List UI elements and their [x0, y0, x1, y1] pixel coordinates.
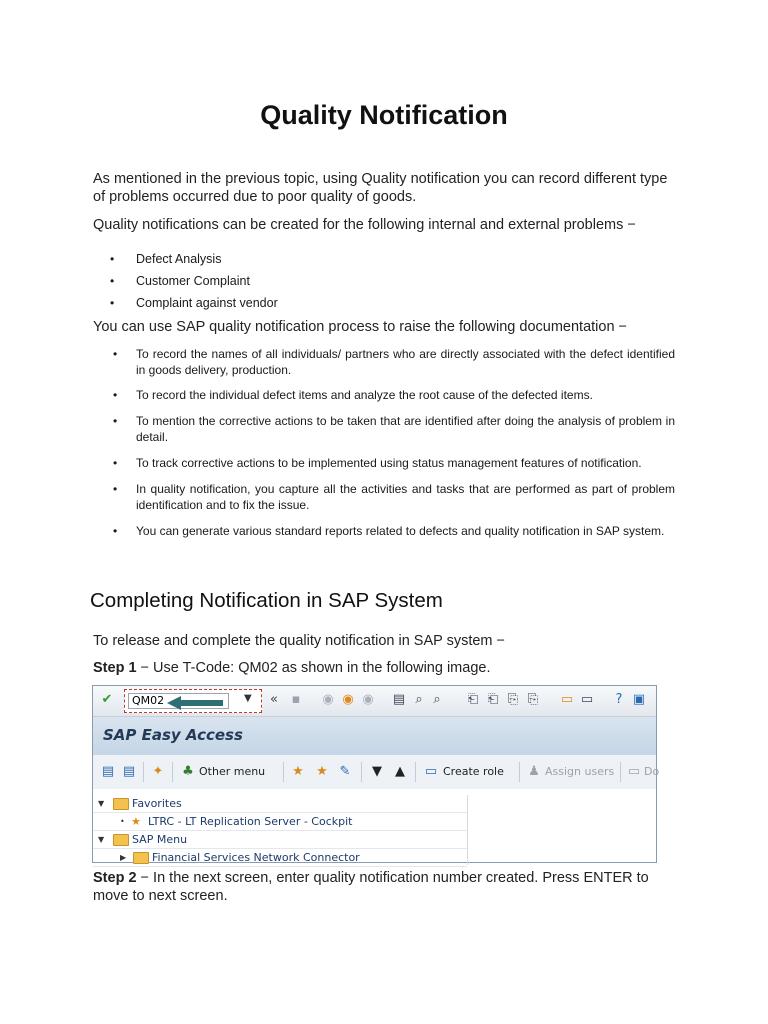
list-item: • Complaint against vendor: [110, 295, 278, 317]
command-field[interactable]: QM02: [128, 693, 229, 709]
step-2-label: Step 2: [93, 870, 137, 886]
step-1-label: Step 1: [93, 660, 137, 676]
previous-page-icon[interactable]: ⎗: [487, 692, 499, 707]
star-icon: ★: [131, 815, 141, 828]
assign-users-icon: ♟: [528, 764, 540, 779]
find-next-icon[interactable]: ⌕: [433, 692, 441, 707]
list-item: • You can generate various standard reports related to defects and quality notification in SAP system.: [113, 523, 675, 539]
sap-title-bar: [93, 717, 656, 755]
print-icon[interactable]: ▤: [392, 692, 406, 707]
list-item: • To track corrective actions to be implemented using status management features of notification.: [113, 455, 675, 471]
screen-title: SAP Easy Access: [103, 726, 243, 744]
toolbar-separator: [143, 762, 144, 782]
tree-node-label: Favorites: [132, 797, 182, 810]
customize-layout-icon[interactable]: ▣: [632, 692, 646, 707]
problems-list: [110, 251, 278, 317]
tree-pane: [93, 795, 468, 865]
step-1-text: − Use T-Code: QM02 as shown in the following image.: [136, 660, 491, 676]
other-menu-button[interactable]: Other menu: [199, 765, 266, 778]
toolbar-separator: [415, 762, 416, 782]
back-icon[interactable]: ◉: [322, 692, 334, 707]
toolbar-separator: [172, 762, 173, 782]
expand-triangle-icon[interactable]: ▼: [98, 835, 105, 844]
tree-node-menu-item[interactable]: [93, 849, 467, 867]
toolbar-separator: [519, 762, 520, 782]
sap-screenshot: [92, 685, 660, 864]
section-intro: To release and complete the quality notification in SAP system −: [93, 633, 506, 649]
step-1: [93, 659, 678, 677]
list-item: • In quality notification, you capture all the activities and tasks that are performed as part of problem identification and to fix the issue.: [113, 481, 675, 513]
chevron-down-icon[interactable]: ▼: [244, 693, 252, 704]
edit-pencil-icon[interactable]: ✎: [339, 764, 351, 779]
help-icon[interactable]: ?: [615, 692, 623, 707]
add-favorite-icon[interactable]: ★: [292, 764, 304, 779]
cancel-icon[interactable]: ◉: [362, 692, 374, 707]
intro-paragraph-1: As mentioned in the previous topic, using Quality notification you can record different type of problems occurred due to poor quality of goods.: [93, 171, 668, 205]
list-item: • To mention the corrective actions to be taken that are identified after doing the analysis of problem in detail.: [113, 413, 675, 445]
double-chevron-left-icon[interactable]: «: [270, 692, 278, 707]
tree-node-label: SAP Menu: [132, 833, 188, 846]
intro-paragraph-3: You can use SAP quality notification process to raise the following documentation −: [93, 319, 628, 335]
sap-application-toolbar: [93, 755, 660, 790]
last-page-icon[interactable]: ⎘: [527, 692, 539, 707]
list-item: • To record the names of all individuals/ partners who are directly associated with the defect identified in goods delivery, production.: [113, 346, 675, 378]
tree-node-favorite-item[interactable]: [93, 813, 467, 831]
toolbar-separator: [283, 762, 284, 782]
toolbar-separator: [620, 762, 621, 782]
move-down-icon[interactable]: ▼: [372, 764, 382, 779]
create-role-button[interactable]: Create role: [443, 765, 504, 778]
tree-node-label: Financial Services Network Connector: [152, 851, 360, 864]
step-2-text: − In the next screen, enter quality notification number created. Press ENTER to move to next screen.: [93, 870, 649, 904]
create-role-icon: ▭: [424, 764, 438, 779]
collapse-triangle-icon[interactable]: ▶: [120, 853, 127, 862]
user-menu-icon[interactable]: ▤: [122, 764, 136, 779]
hierarchy-icon: ♣: [182, 764, 194, 779]
documentation-icon: ▭: [627, 764, 641, 779]
exit-icon[interactable]: ◉: [342, 692, 354, 707]
menu-icon[interactable]: ▤: [101, 764, 115, 779]
tree-node-label: LTRC - LT Replication Server - Cockpit: [148, 815, 353, 828]
change-favorite-icon[interactable]: ★: [316, 764, 328, 779]
tree-node-sap-menu[interactable]: [93, 831, 467, 849]
step-2: [93, 869, 678, 905]
documentation-button[interactable]: Do: [644, 765, 660, 778]
assign-users-button[interactable]: Assign users: [545, 765, 615, 778]
move-up-icon[interactable]: ▲: [395, 764, 405, 779]
sap-menu-icon[interactable]: ✦: [152, 764, 164, 779]
find-icon[interactable]: ⌕: [415, 692, 423, 707]
section-heading: Completing Notification in SAP System: [90, 589, 443, 612]
pointer-arrow-icon: [167, 696, 223, 710]
enter-check-icon[interactable]: ✔: [101, 692, 113, 707]
save-icon[interactable]: ▪: [291, 692, 301, 707]
next-page-icon[interactable]: ⎘: [507, 692, 519, 707]
sap-system-toolbar: [93, 686, 656, 717]
shortcut-icon[interactable]: ▭: [580, 692, 594, 707]
toolbar-separator: [361, 762, 362, 782]
expand-triangle-icon[interactable]: ▼: [98, 799, 105, 808]
documentation-list: [113, 346, 675, 539]
list-item: • Customer Complaint: [110, 273, 278, 295]
leaf-dot-icon: •: [120, 817, 125, 826]
page-title: Quality Notification: [260, 100, 508, 130]
new-session-icon[interactable]: ▭: [560, 692, 574, 707]
menu-tree: [93, 789, 656, 862]
first-page-icon[interactable]: ⎗: [467, 692, 479, 707]
list-item: • To record the individual defect items and analyze the root cause of the defected items.: [113, 387, 675, 403]
intro-paragraph-2: Quality notifications can be created for the following internal and external problems −: [93, 217, 636, 233]
list-item: • Defect Analysis: [110, 251, 278, 273]
tree-node-favorites[interactable]: [93, 795, 467, 813]
